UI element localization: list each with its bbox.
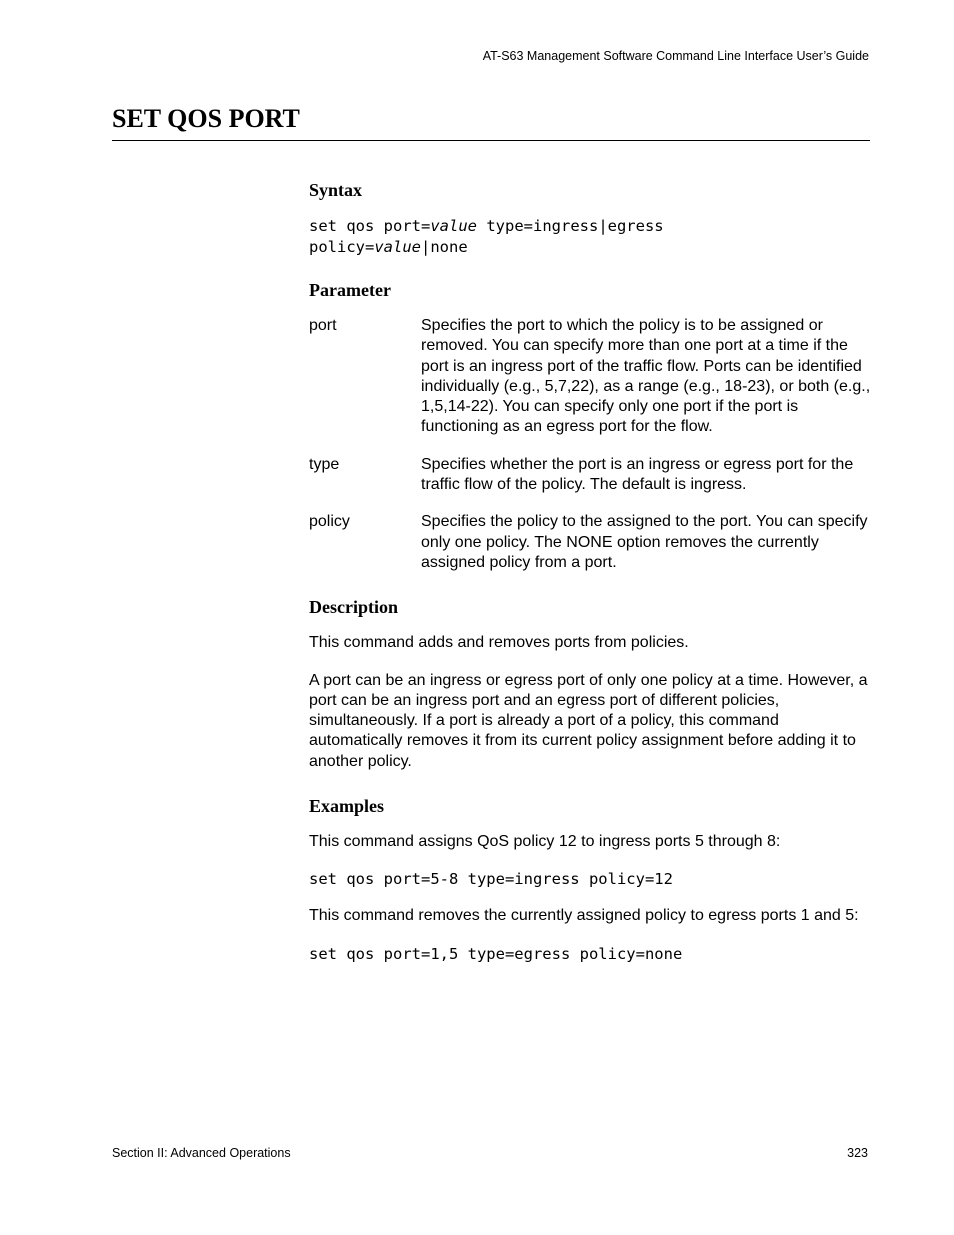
syntax-line1-b: type=ingress|egress — [477, 217, 664, 235]
parameter-heading: Parameter — [309, 280, 391, 300]
param-name: policy — [309, 513, 350, 531]
title-rule — [112, 140, 870, 141]
syntax-line2-b: |none — [421, 238, 468, 256]
description-paragraph-2: A port can be an ingress or egress port of only one policy at a time. However, a port can be an ingress port and an egress port of different policies, simultaneously. If a port is already a port of a policy, this command automatically removes it from its current policy assignment before adding it to another policy. — [309, 671, 868, 770]
syntax-line1-var: value — [430, 217, 477, 235]
param-row-policy — [309, 512, 874, 573]
footer-section: Section II: Advanced Operations — [112, 1146, 291, 1160]
page-number: 323 — [847, 1146, 868, 1160]
description-heading: Description — [309, 597, 398, 618]
page-title: SET QOS PORT — [112, 104, 300, 133]
examples-heading: Examples — [309, 796, 385, 817]
example-intro-1: This command assigns QoS policy 12 to ingress ports 5 through 8: — [309, 833, 781, 851]
description-paragraph-1: This command adds and removes ports from policies. — [309, 634, 689, 652]
param-row-type — [309, 455, 874, 496]
param-name: port — [309, 317, 337, 334]
syntax-line2-a: policy= — [309, 238, 375, 256]
syntax-code — [309, 216, 874, 258]
example-code-2: set qos port=1,5 type=egress policy=none — [309, 944, 683, 963]
example-code-1: set qos port=5-8 type=ingress policy=12 — [309, 870, 673, 889]
param-row-port — [309, 316, 874, 438]
param-desc: Specifies the port to which the policy is to be assigned or removed. You can specify more than one port at a time if the port is an ingress port of the traffic flow. Ports can be identified individually (e.g., 5,7,22), as a range (e.g., 18-23), or both (e.g., 1,5,14-22). You can specify only one port if the port is functioning as an egress port for the flow. — [421, 317, 871, 436]
running-header: AT-S63 Management Software Command Line Interface User’s Guide — [482, 49, 869, 63]
param-name: type — [309, 455, 340, 473]
example-intro-2: This command removes the currently assigned policy to egress ports 1 and 5: — [309, 907, 859, 925]
content-column — [309, 178, 874, 985]
syntax-line1-a: set qos port= — [309, 217, 431, 235]
syntax-heading: Syntax — [309, 180, 363, 200]
syntax-line2-var: value — [374, 238, 421, 256]
param-desc: Specifies whether the port is an ingress or egress port for the traffic flow of the policy. The default is ingress. — [421, 455, 854, 494]
param-desc: Specifies the policy to the assigned to the port. You can specify only one policy. The NONE option removes the currently assigned policy from a port. — [421, 513, 868, 571]
